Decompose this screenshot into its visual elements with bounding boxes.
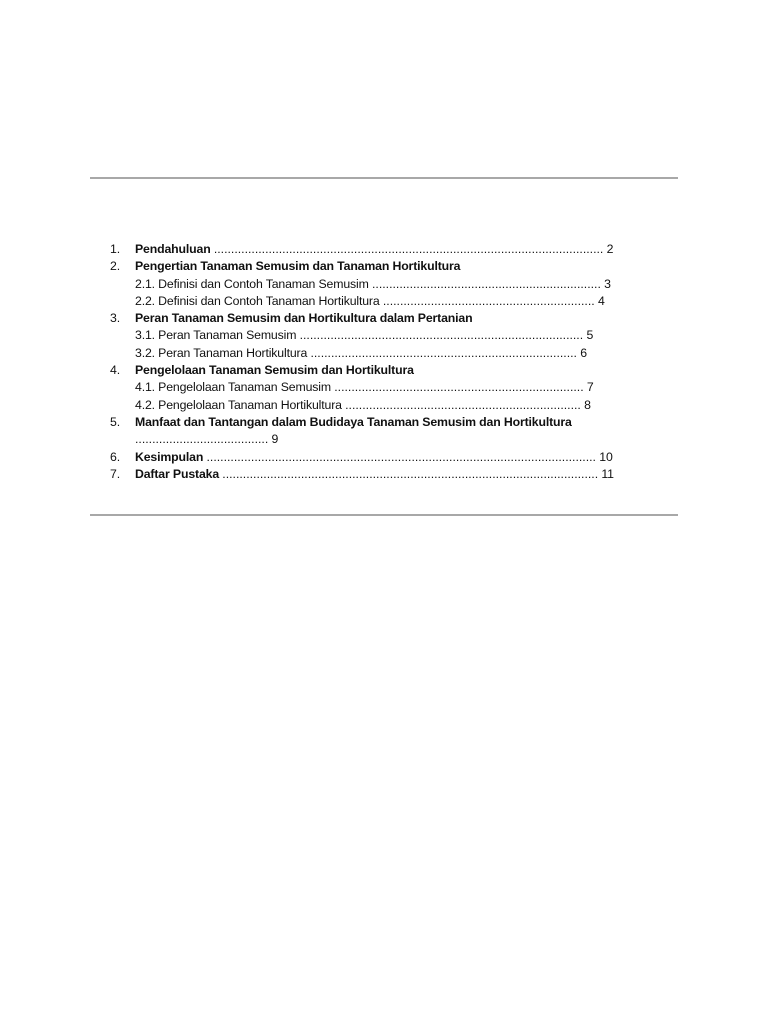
toc-leader-dots: ..............................................................................................................	[222, 466, 599, 481]
toc-entry-number: 3.	[110, 311, 120, 326]
toc-entry-4-1[interactable]	[110, 379, 670, 396]
toc-page-number: 6	[580, 345, 587, 360]
toc-entry-4[interactable]	[110, 362, 670, 379]
toc-entry-number: 5.	[110, 414, 120, 429]
toc-entry-3-1[interactable]	[110, 327, 670, 344]
toc-entry-4-2[interactable]	[110, 397, 670, 414]
toc-entry-title: Pengelolaan Tanaman Semusim dan Hortikultura	[135, 363, 414, 378]
toc-entry-number: 4.	[110, 363, 120, 378]
toc-entry-3[interactable]	[110, 310, 670, 327]
toc-entry-5[interactable]	[110, 414, 670, 431]
toc-leader-dots: ...................................................................	[371, 276, 601, 291]
toc-page-number: 9	[271, 432, 279, 447]
toc-page-number: 5	[586, 328, 594, 343]
toc-page-number: 7	[586, 380, 594, 395]
toc-page-number: 11	[601, 466, 614, 481]
toc-page-number: 2	[606, 242, 614, 256]
toc-entry-7[interactable]	[110, 466, 670, 483]
toc-leader-dots: ..............................................................	[382, 293, 595, 308]
toc-leader-dots: ...................................................................................	[299, 328, 584, 343]
toc-entry-number: 2.	[110, 259, 120, 274]
toc-entry-2[interactable]	[110, 258, 670, 275]
toc-leader-dots: .....................................................................	[345, 397, 581, 412]
toc-entry-title: 2.1. Definisi dan Contoh Tanaman Semusim	[135, 276, 369, 291]
toc-entry-title: Kesimpulan	[135, 449, 204, 464]
toc-entry-title: 4.2. Pengelolaan Tanaman Hortikultura	[135, 397, 342, 412]
toc-entry-5-continuation[interactable]	[110, 431, 670, 448]
toc-entry-number: 7.	[110, 466, 120, 481]
table-of-contents	[110, 241, 670, 483]
toc-entry-1[interactable]	[110, 241, 670, 258]
bottom-divider	[90, 514, 678, 516]
toc-leader-dots: ..............................................................................	[310, 345, 577, 360]
toc-entry-title: Manfaat dan Tantangan dalam Budidaya Tanaman Semusim dan Hortikultura	[135, 414, 572, 429]
toc-entry-title: Peran Tanaman Semusim dan Hortikultura dalam Pertanian	[135, 311, 473, 326]
toc-page-number: 8	[584, 397, 591, 412]
toc-leader-dots: ..................................................................................................................	[213, 242, 604, 256]
toc-page-number: 3	[604, 276, 611, 291]
top-divider	[90, 177, 678, 179]
toc-leader-dots: .......................................	[135, 432, 269, 447]
toc-entry-title: 3.1. Peran Tanaman Semusim	[135, 328, 297, 343]
toc-entry-2-1[interactable]	[110, 276, 670, 293]
toc-entry-title: Pengertian Tanaman Semusim dan Tanaman Hortikultura	[135, 259, 461, 274]
toc-page-number: 4	[597, 293, 605, 308]
toc-entry-title: 2.2. Definisi dan Contoh Tanaman Hortikultura	[135, 293, 380, 308]
toc-entry-6[interactable]	[110, 449, 670, 466]
toc-page-number: 10	[599, 449, 613, 464]
toc-entry-title: Pendahuluan	[135, 242, 211, 256]
toc-entry-title: 3.2. Peran Tanaman Hortikultura	[135, 345, 308, 360]
toc-entry-number: 1.	[110, 242, 120, 256]
toc-leader-dots: ..................................................................................................................	[206, 449, 596, 464]
toc-leader-dots: .........................................................................	[334, 380, 584, 395]
toc-entry-2-2[interactable]	[110, 293, 670, 310]
toc-entry-title: 4.1. Pengelolaan Tanaman Semusim	[135, 380, 331, 395]
toc-entry-number: 6.	[110, 449, 120, 464]
toc-entry-title: Daftar Pustaka	[135, 466, 220, 481]
toc-entry-3-2[interactable]	[110, 345, 670, 362]
